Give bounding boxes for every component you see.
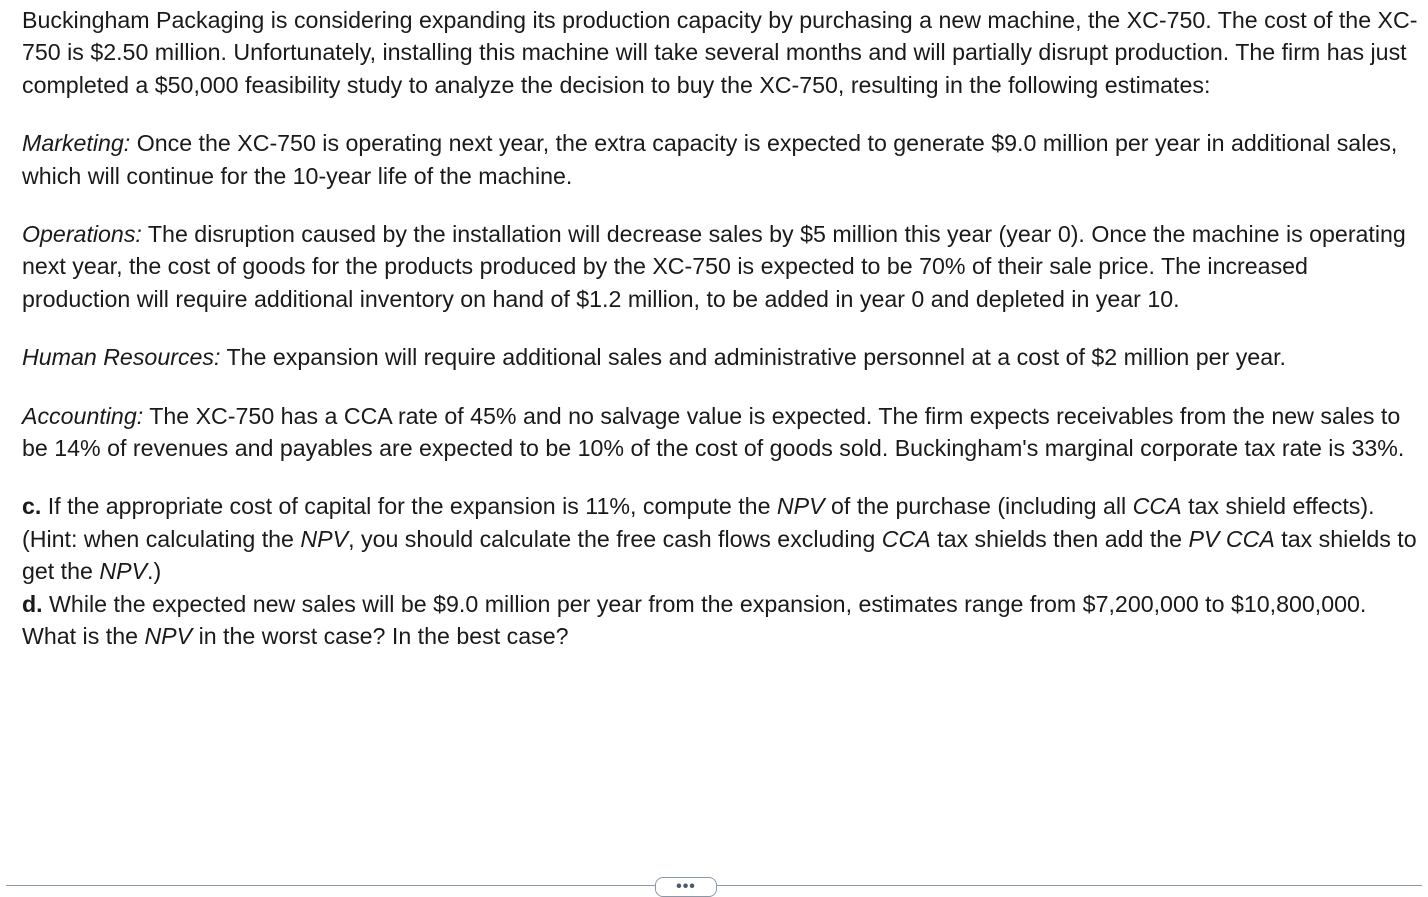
accounting-label: Accounting: — [22, 402, 144, 429]
question-d-text: in the worst case? In the best case? — [192, 623, 569, 650]
problem-text — [22, 4, 1418, 653]
question-c-text: .) — [147, 558, 162, 585]
question-d — [22, 588, 1418, 653]
question-c-text: tax shields to get the — [22, 525, 1417, 585]
pv-cca-term: PV CCA — [1188, 525, 1275, 552]
question-c-text: tax shields then add the — [930, 525, 1189, 552]
npv-term: NPV — [776, 493, 825, 520]
npv-term: NPV — [300, 525, 349, 552]
question-c-text: If the appropriate cost of capital for the expansion is 11%, compute the — [41, 493, 777, 520]
question-c-text: tax shield effects). (Hint: when calculating the — [22, 493, 1375, 552]
cca-term: CCA — [1132, 493, 1182, 520]
question-c-text: of the purchase (including all — [824, 493, 1133, 520]
expand-more-button[interactable] — [655, 877, 717, 897]
question-c — [22, 490, 1418, 587]
marketing-text: Once the XC-750 is operating next year, the extra capacity is expected to generate $9.0 million per year in additional sales, which will continue for the 10-year life of the machine. — [22, 130, 1398, 189]
intro-paragraph: Buckingham Packaging is considering expanding its production capacity by purchasing a new machine, the XC-750. The cost of the XC-750 is $2.50 million. Unfortunately, installing this machine will take several months and will partially disrupt production. The firm has just completed a $50,000 feasibility study to analyze the decision to buy the XC-750, resulting in the following estimates: — [22, 7, 1418, 98]
human-resources-label: Human Resources: — [22, 344, 221, 371]
accounting-text: The XC-750 has a CCA rate of 45% and no salvage value is expected. The firm expects receivables from the new sales to be 14% of revenues and payables are expected to be 10% of the cost of goods sold. Buckingham's marginal corporate tax rate is 33%. — [22, 402, 1405, 462]
operations-paragraph — [22, 218, 1418, 315]
npv-term: NPV — [144, 623, 193, 650]
accounting-paragraph — [22, 400, 1418, 465]
question-d-text: While the expected new sales will be $9.0 million per year from the expansion, estimates range from $7,200,000 to $10,800,000. What is the — [22, 590, 1367, 650]
marketing-label: Marketing: — [22, 130, 131, 157]
question-d-label: d. — [22, 590, 43, 617]
human-resources-paragraph — [22, 341, 1418, 373]
cca-term: CCA — [881, 525, 931, 552]
question-c-text: , you should calculate the free cash flows excluding — [348, 525, 882, 552]
operations-label: Operations: — [22, 221, 142, 248]
ellipsis-icon: ••• — [676, 878, 696, 895]
operations-text: The disruption caused by the installation will decrease sales by $5 million this year (year 0). Once the machine is operating next year, the cost of goods for the products produced by the XC-750 is expected to be 70% of their sale price. The increased production will require additional inventory on hand of $1.2 million, to be added in year 0 and depleted in year 10. — [22, 221, 1406, 312]
npv-term: NPV — [99, 558, 148, 585]
marketing-paragraph — [22, 127, 1418, 192]
question-c-label: c. — [22, 493, 42, 520]
human-resources-text: The expansion will require additional sales and administrative personnel at a cost of $2 million per year. — [220, 344, 1286, 371]
